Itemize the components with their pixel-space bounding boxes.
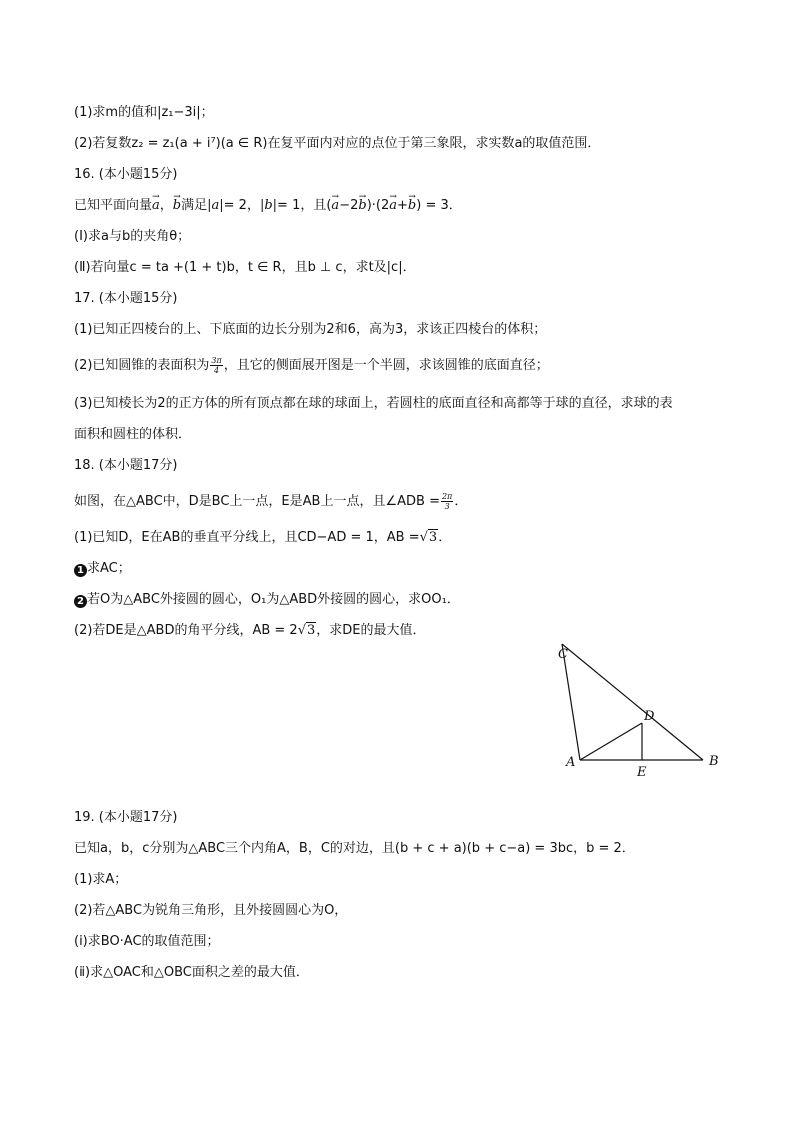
fraction-2pi-over-3 bbox=[441, 492, 453, 511]
text: 若O为△ABC外接圆的圆心，O₁为△ABD外接圆的圆心，求OO₁． bbox=[87, 592, 460, 607]
problem-18-sub-2 bbox=[74, 591, 460, 609]
problem-18-part-1 bbox=[74, 529, 451, 547]
text: ． bbox=[438, 530, 452, 545]
label-D: D bbox=[644, 709, 655, 724]
text: 求AC； bbox=[87, 561, 131, 576]
problem-18-stem bbox=[74, 492, 467, 511]
text: (2)若DE是△ABD的角平分线，AB = 2 bbox=[74, 623, 298, 638]
segment-AD bbox=[580, 723, 642, 760]
problem-17-part-1: (1)已知正四棱台的上、下底面的边长分别为2和6，高为3，求该正四棱台的体积； bbox=[74, 322, 547, 337]
segment-CB bbox=[562, 644, 703, 760]
problem-18-sub-1 bbox=[74, 560, 131, 578]
problem-16-part-1: (Ⅰ)求a与b的夹角θ； bbox=[74, 229, 191, 244]
problem-16-stem: 已知平面向量→ a，→ b满足|a|= 2，|b|= 1，且(→ a−2→ b)·(2→ a+→ b) = 3． bbox=[74, 197, 462, 215]
radicand: 3 bbox=[428, 530, 438, 545]
text: = 1，且( bbox=[277, 198, 332, 213]
text: + bbox=[397, 198, 408, 213]
problem-19-header: 19. (本小题17分) bbox=[74, 810, 178, 825]
problem-19-part-2: (2)若△ABC为锐角三角形，且外接圆圆心为O， bbox=[74, 903, 348, 918]
vector-b: → b bbox=[408, 197, 416, 215]
problem-17-part-3-cont: 面积和圆柱的体积． bbox=[74, 427, 192, 442]
circled-number-2: 2 bbox=[74, 595, 87, 608]
label-B: B bbox=[709, 754, 719, 769]
text: −2 bbox=[339, 198, 359, 213]
sqrt-3: √3 bbox=[297, 623, 316, 638]
problem-18-header: 18. (本小题17分) bbox=[74, 458, 178, 473]
problem-17-part-3: (3)已知棱长为2的正方体的所有顶点都在球的球面上，若圆柱的底面直径和高都等于球的直径，求球的表 bbox=[74, 396, 673, 411]
vector-a: → a bbox=[389, 197, 397, 215]
problem-17-header: 17. (本小题15分) bbox=[74, 291, 178, 306]
problem-16-header: 16. (本小题15分) bbox=[74, 167, 178, 182]
text: ． bbox=[454, 494, 468, 509]
vector-a: → a bbox=[331, 197, 339, 215]
problem-19-part-2-i: (ⅰ)求BO·AC的取值范围； bbox=[74, 934, 220, 949]
part-1-question: (1)求m的值和|z₁−3i|； bbox=[74, 105, 214, 120]
vector-b: → b bbox=[358, 197, 366, 215]
circled-number-1: 1 bbox=[74, 564, 87, 577]
text: = 2， bbox=[223, 198, 260, 213]
problem-19-stem: 已知a，b，c分别为△ABC三个内角A，B，C的对边，且(b + c + a)(b + c−a) = 3bc，b = 2． bbox=[74, 841, 635, 856]
radicand: 3 bbox=[307, 623, 316, 638]
denominator: 4 bbox=[214, 366, 220, 375]
label-E: E bbox=[637, 765, 647, 780]
text: )·(2 bbox=[366, 198, 390, 213]
label-C: C bbox=[558, 647, 568, 662]
numerator: 3π bbox=[211, 356, 222, 365]
text: ，求DE的最大值． bbox=[316, 623, 426, 638]
text: (2)已知圆锥的表面积为 bbox=[74, 358, 210, 373]
problem-19-part-1: (1)求A； bbox=[74, 872, 128, 887]
problem-16-part-2: (Ⅱ)若向量c = ta +(1 + t)b，t ∈ R，且b ⊥ c，求t及|c|． bbox=[74, 260, 416, 275]
part-2-question: (2)若复数z₂ = z₁(a + i⁷)(a ∈ R)在复平面内对应的点位于第三象限，求实数a的取值范围． bbox=[74, 136, 601, 151]
text: ，且它的侧面展开图是一个半圆，求该圆锥的底面直径； bbox=[223, 358, 549, 373]
vector-a: → a bbox=[152, 197, 160, 215]
triangle-figure bbox=[560, 644, 730, 780]
vector-b: → b bbox=[173, 197, 181, 215]
label-A: A bbox=[566, 755, 576, 770]
problem-19-part-2-ii: (ⅱ)求△OAC和△OBC面积之差的最大值． bbox=[74, 965, 309, 980]
problem-17-part-2 bbox=[74, 356, 549, 375]
abs-b: |b| bbox=[259, 198, 278, 213]
text: (1)已知D，E在AB的垂直平分线上，且CD−AD = 1，AB = bbox=[74, 530, 420, 545]
text: 如图，在△ABC中，D是BC上一点，E是AB上一点，且∠ADB = bbox=[74, 494, 440, 509]
text: 满足 bbox=[181, 198, 208, 213]
text: ) = 3． bbox=[416, 198, 462, 213]
abs-a: |a| bbox=[207, 198, 224, 213]
sqrt-3: √3 bbox=[419, 530, 438, 545]
denominator: 3 bbox=[444, 502, 450, 511]
numerator: 2π bbox=[441, 492, 453, 501]
fraction-3pi-over-4 bbox=[210, 356, 222, 375]
problem-18-part-2 bbox=[74, 622, 426, 640]
text: 已知平面向量 bbox=[74, 198, 153, 213]
